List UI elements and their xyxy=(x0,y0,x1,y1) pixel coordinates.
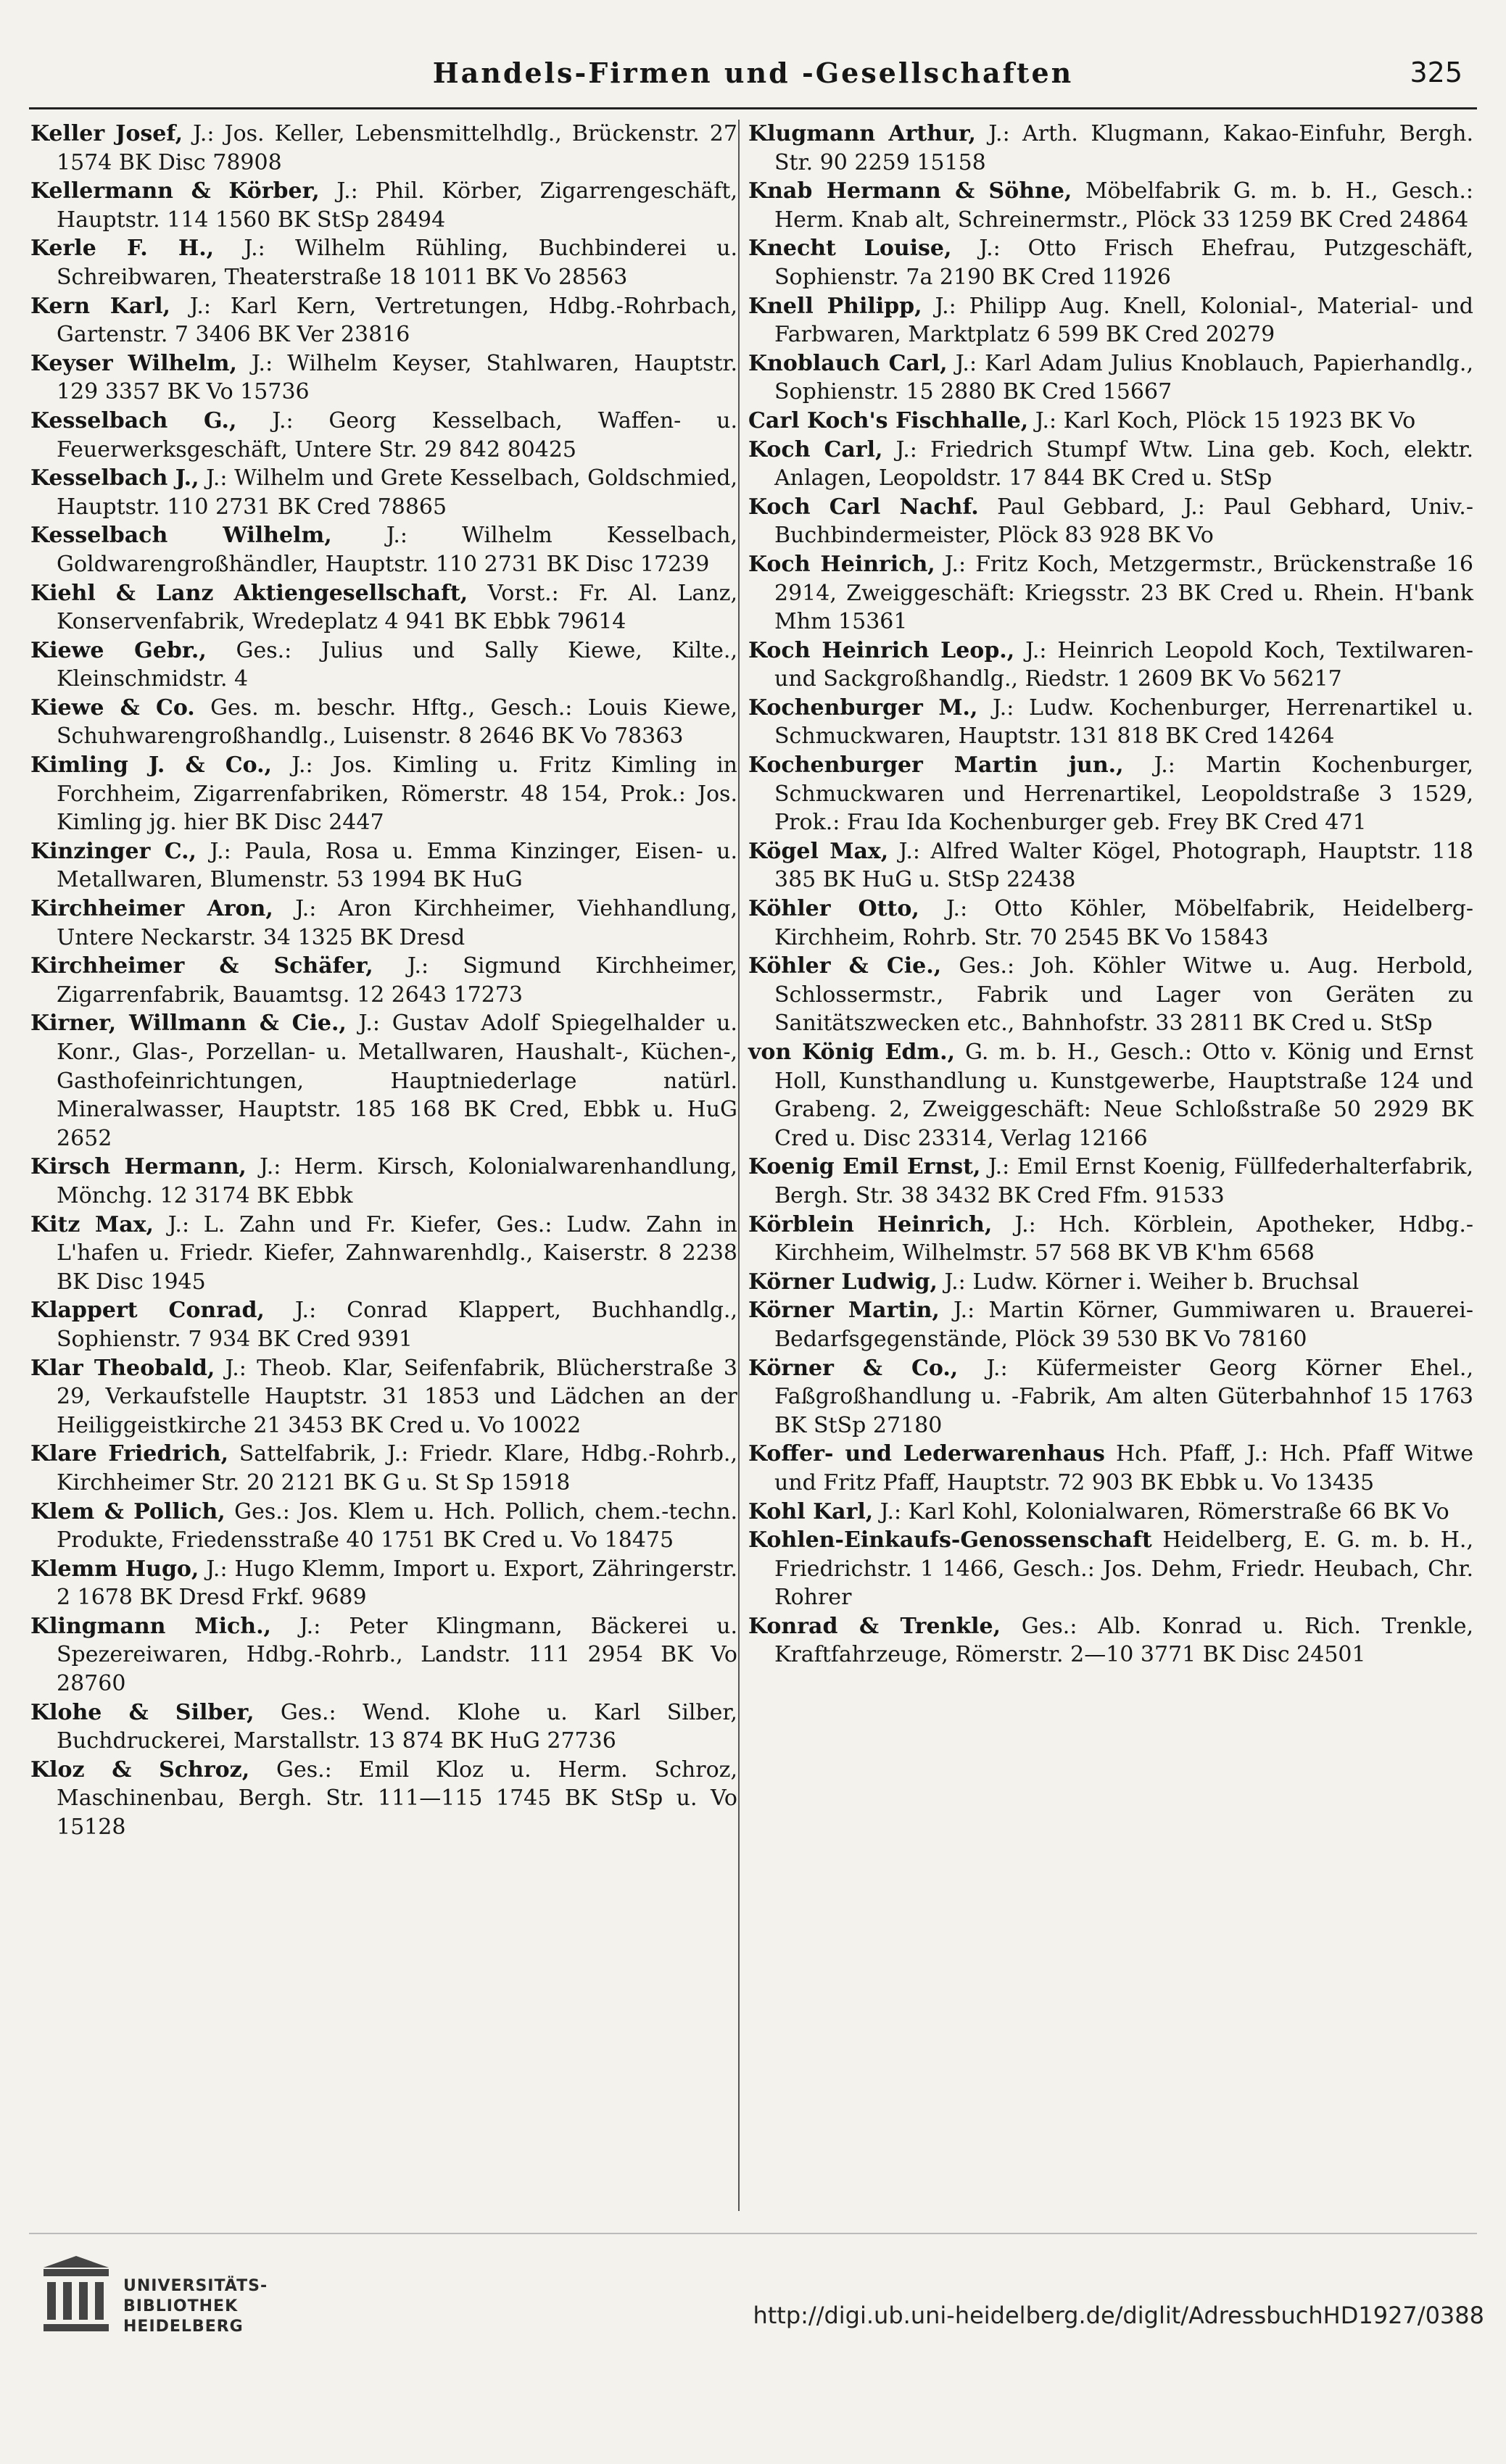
entry-name: Knoblauch Carl, xyxy=(748,350,948,376)
entry-details: Ges.: Alb. Konrad u. Rich. Trenkle, Kraftfahrzeuge, Römerstr. 2—10 3771 BK Disc 24501 xyxy=(774,1613,1473,1668)
entry-details: Ges.: Wend. Klohe u. Karl Silber, Buchdruckerei, Marstallstr. 13 874 BK HuG 27736 xyxy=(57,1699,737,1754)
entry-name: Kirner, Willmann & Cie., xyxy=(30,1011,347,1037)
entry-details: J.: Paula, Rosa u. Emma Kinzinger, Eisen- u. Metallwaren, Blumenstr. 53 1994 BK HuG xyxy=(57,838,738,893)
entry-details: J.: Wilhelm Kesselbach, Goldwarengroßhändler, Hauptstr. 110 2731 BK Disc 17239 xyxy=(57,523,737,577)
entry-name: Kesselbach G., xyxy=(30,407,237,434)
entry-name: Kitz Max, xyxy=(30,1211,154,1237)
entry-details: J.: Otto Köhler, Möbelfabrik, Heidelberg-Kirchheim, Rohrb. Str. 70 2545 BK Vo 15843 xyxy=(774,896,1473,950)
entry-details: J.: Georg Kesselbach, Waffen- u. Feuerwerksgeschäft, Untere Str. 29 842 80425 xyxy=(57,407,737,462)
entry-name: Kiewe Gebr., xyxy=(30,637,207,663)
logo-line: UNIVERSITÄTS- xyxy=(123,2277,268,2295)
entry-details: Hch. Pfaff, J.: Hch. Pfaff Witwe und Fritz Pfaff, Hauptstr. 72 903 BK Ebbk u. Vo 13435 xyxy=(774,1441,1473,1496)
directory-entry xyxy=(748,1354,1473,1440)
directory-entry xyxy=(30,952,737,1009)
directory-entry xyxy=(30,636,737,694)
entry-name: Koffer- und Lederwarenhaus xyxy=(748,1441,1105,1467)
directory-entry xyxy=(30,234,737,291)
logo-line: HEIDELBERG xyxy=(123,2318,244,2336)
entry-name: Klem & Pollich, xyxy=(30,1498,226,1525)
entry-name: Klar Theobald, xyxy=(30,1355,215,1381)
entry-name: Kiewe & Co. xyxy=(30,694,195,721)
directory-entry xyxy=(748,407,1473,436)
directory-entry xyxy=(748,436,1473,493)
entry-name: Kerle F. H., xyxy=(30,236,215,262)
directory-entry xyxy=(748,349,1473,407)
directory-entry xyxy=(748,1526,1473,1612)
directory-entry xyxy=(30,521,737,578)
entry-details: Möbelfabrik G. m. b. H., Gesch.: Herm. Knab alt, Schreinermstr., Plöck 33 1259 BK Cred 24864 xyxy=(774,178,1474,233)
directory-entry xyxy=(748,177,1473,234)
entry-details: J.: Hugo Klemm, Import u. Export, Zähringerstr. 2 1678 BK Dresd Frkf. 9689 xyxy=(57,1556,737,1611)
entry-details: J.: Friedrich Stumpf Wtw. Lina geb. Koch, elektr. Anlagen, Leopoldstr. 17 844 BK Cred u. StSp xyxy=(774,436,1473,491)
entry-name: Kloz & Schroz, xyxy=(30,1756,250,1783)
directory-entry xyxy=(748,1211,1473,1268)
entry-name: von König Edm., xyxy=(748,1040,956,1065)
entry-name: Kinzinger C., xyxy=(30,838,196,864)
entry-details: J.: L. Zahn und Fr. Kiefer, Ges.: Ludw. Zahn in L'hafen u. Friedr. Kiefer, Zahnwarenhdlg., Kaiserstr. 8 2238 BK Disc 1945 xyxy=(57,1211,737,1295)
directory-entry xyxy=(30,1296,737,1353)
entry-name: Klare Friedrich, xyxy=(30,1441,229,1467)
entry-details: J.: Sigmund Kirchheimer, Zigarrenfabrik, Bauamtsg. 12 2643 17273 xyxy=(57,953,737,1008)
directory-entry xyxy=(30,177,737,234)
entry-details: J.: Fritz Koch, Metzgermstr., Brückenstraße 16 2914, Zweiggeschäft: Kriegsstr. 23 BK Cred u. Rhein. H'bank Mhm 15361 xyxy=(774,551,1473,635)
entry-name: Köhler & Cie., xyxy=(748,953,942,979)
directory-entry xyxy=(748,1296,1473,1353)
directory-entry xyxy=(748,1440,1473,1497)
entry-details: J.: Wilhelm Keyser, Stahlwaren, Hauptstr. 129 3357 BK Vo 15736 xyxy=(57,350,737,405)
directory-entry xyxy=(30,120,737,177)
entry-name: Klemm Hugo, xyxy=(30,1556,199,1582)
directory-entry xyxy=(748,292,1473,349)
directory-entry xyxy=(30,1756,737,1842)
entry-name: Keller Josef, xyxy=(30,121,183,146)
entry-name: Koch Carl, xyxy=(748,436,883,462)
directory-entry xyxy=(30,1698,737,1756)
entry-name: Kern Karl, xyxy=(30,293,170,319)
header-rule xyxy=(29,107,1477,109)
entry-details: Ges.: Julius und Sally Kiewe, Kilte., Kleinschmidstr. 4 xyxy=(57,637,737,692)
entry-name: Kellermann & Körber, xyxy=(30,178,320,204)
directory-entry xyxy=(748,550,1473,636)
entry-name: Koch Heinrich, xyxy=(748,551,935,577)
entry-details: Ges.: Joh. Köhler Witwe u. Aug. Herbold, Schlossermstr., Fabrik und Lager von Geräten zu Sanitätszwecken etc., Bahnhofstr. 33 2811 BK Cred u. StSp xyxy=(774,953,1473,1037)
directory-entry xyxy=(30,1354,737,1440)
directory-entry xyxy=(748,493,1473,550)
entry-details: J.: Herm. Kirsch, Kolonialwarenhandlung, Mönchg. 12 3174 BK Ebbk xyxy=(57,1154,737,1208)
footer-rule xyxy=(29,2233,1477,2234)
entry-name: Kohlen-Einkaufs-Genossenschaft xyxy=(748,1527,1152,1554)
entry-name: Kochenburger M., xyxy=(748,694,978,721)
directory-entry xyxy=(30,1009,737,1153)
entry-details: J.: Aron Kirchheimer, Viehhandlung, Untere Neckarstr. 34 1325 BK Dresd xyxy=(57,896,737,950)
entry-details: J.: Wilhelm Rühling, Buchbinderei u. Schreibwaren, Theaterstraße 18 1011 BK Vo 28563 xyxy=(57,236,738,290)
entry-name: Körner Martin, xyxy=(748,1298,940,1324)
directory-entry xyxy=(30,407,737,464)
entry-name: Kirchheimer Aron, xyxy=(30,896,273,922)
entry-details: J.: Peter Klingmann, Bäckerei u. Spezereiwaren, Hdbg.-Rohrb., Landstr. 111 2954 BK Vo 28760 xyxy=(57,1613,737,1697)
entry-name: Körner Ludwig, xyxy=(748,1269,938,1295)
directory-entry xyxy=(30,837,737,895)
directory-entry xyxy=(748,1153,1473,1210)
entry-name: Kesselbach Wilhelm, xyxy=(30,523,332,549)
entry-details: J.: Karl Kern, Vertretungen, Hdbg.-Rohrbach, Gartenstr. 7 3406 BK Ver 23816 xyxy=(57,293,737,348)
directory-entry xyxy=(748,234,1473,291)
entry-name: Carl Koch's Fischhalle, xyxy=(748,407,1029,434)
entry-name: Koch Heinrich Leop., xyxy=(748,637,1015,663)
entry-name: Körner & Co., xyxy=(748,1355,959,1381)
entry-details: J.: Jos. Keller, Lebensmittelhdlg., Brückenstr. 27 1574 BK Disc 78908 xyxy=(57,121,737,175)
directory-entry xyxy=(30,694,737,751)
directory-entry xyxy=(748,1038,1473,1153)
entry-details: Ges.: Jos. Klem u. Hch. Pollich, chem.-techn. Produkte, Friedensstraße 40 1751 BK Cred u. Vo 18475 xyxy=(57,1498,737,1554)
entry-details: J.: Martin Kochenburger, Schmuckwaren und Herrenartikel, Leopoldstraße 3 1529, Prok.: Frau Ida Kochenburger geb. Frey BK Cred 471 xyxy=(774,752,1473,836)
entry-name: Knecht Louise, xyxy=(748,236,952,262)
page-title: Handels-Firmen und -Gesellschaften xyxy=(432,57,1074,89)
entry-details: Paul Gebbard, J.: Paul Gebhard, Univ.-Buchbindermeister, Plöck 83 928 BK Vo xyxy=(774,494,1473,549)
entry-details: J.: Heinrich Leopold Koch, Textilwaren- und Sackgroßhandlg., Riedstr. 1 2609 BK Vo 56217 xyxy=(774,637,1473,692)
entry-details: J.: Martin Körner, Gummiwaren u. Brauerei-Bedarfsgegenstände, Plöck 39 530 BK Vo 78160 xyxy=(774,1298,1473,1352)
directory-entry xyxy=(30,1612,737,1698)
entry-details: Sattelfabrik, J.: Friedr. Klare, Hdbg.-Rohrb., Kirchheimer Str. 20 2121 BK G u. St Sp 15918 xyxy=(57,1441,738,1496)
entry-details: J.: Emil Ernst Koenig, Füllfederhalterfabrik, Bergh. Str. 38 3432 BK Cred Ffm. 91533 xyxy=(774,1154,1473,1208)
entry-details: J.: Karl Kohl, Kolonialwaren, Römerstraße 66 BK Vo xyxy=(880,1498,1449,1525)
entry-name: Kimling J. & Co., xyxy=(30,752,272,779)
entry-name: Kohl Karl, xyxy=(748,1498,874,1525)
entry-details: J.: Otto Frisch Ehefrau, Putzgeschäft, Sophienstr. 7a 2190 BK Cred 11926 xyxy=(774,236,1473,290)
entry-name: Klingmann Mich., xyxy=(30,1613,271,1639)
entry-name: Köhler Otto, xyxy=(748,896,919,922)
entry-name: Kiehl & Lanz Aktiengesellschaft, xyxy=(30,580,468,606)
entry-details: J.: Wilhelm und Grete Kesselbach, Goldschmied, Hauptstr. 110 2731 BK Cred 78865 xyxy=(57,465,737,520)
directory-entry xyxy=(748,1612,1473,1669)
entry-name: Kesselbach J., xyxy=(30,465,199,491)
entry-details: J.: Conrad Klappert, Buchhandlg., Sophienstr. 7 934 BK Cred 9391 xyxy=(57,1298,737,1352)
entry-name: Kögel Max, xyxy=(748,838,889,864)
directory-entry xyxy=(30,1153,737,1210)
source-url-link[interactable]: http://digi.ub.uni-heidelberg.de/diglit/AdressbuchHD1927/0388 xyxy=(753,2302,1484,2329)
directory-entry xyxy=(748,751,1473,837)
entry-details: J.: Ludw. Kochenburger, Herrenartikel u. Schmuckwaren, Hauptstr. 131 818 BK Cred 14264 xyxy=(774,694,1473,750)
directory-entry xyxy=(30,895,737,952)
entry-name: Körblein Heinrich, xyxy=(748,1211,993,1237)
entry-details: J.: Hch. Körblein, Apotheker, Hdbg.-Kirchheim, Wilhelmstr. 57 568 BK VB K'hm 6568 xyxy=(774,1211,1473,1266)
entry-details: J.: Alfred Walter Kögel, Photograph, Hauptstr. 118 385 BK HuG u. StSp 22438 xyxy=(774,838,1473,893)
entry-name: Koch Carl Nachf. xyxy=(748,494,979,520)
entry-details: G. m. b. H., Gesch.: Otto v. König und Ernst Holl, Kunsthandlung u. Kunstgewerbe, Hauptstraße 124 und Grabeng. 2, Zweiggeschäft: Neue Schloßstraße 50 2929 BK Cred u. Disc 23314, Verlag 12166 xyxy=(774,1040,1473,1151)
right-column xyxy=(748,120,1473,1669)
library-logo-text xyxy=(123,2276,268,2337)
logo-line: BIBLIOTHEK xyxy=(123,2297,239,2315)
directory-entry xyxy=(30,579,737,636)
directory-entry xyxy=(30,751,737,837)
entry-name: Klohe & Silber, xyxy=(30,1699,255,1725)
directory-entry xyxy=(30,1498,737,1555)
entry-details: Ges.: Emil Kloz u. Herm. Schroz, Maschinenbau, Bergh. Str. 111—115 1745 BK StSp u. Vo 15128 xyxy=(57,1756,737,1841)
directory-entry xyxy=(748,120,1473,177)
entry-details: J.: Gustav Adolf Spiegelhalder u. Konr., Glas-, Porzellan- u. Metallwaren, Haushalt-, Küchen-, Gasthofeinrichtungen, Hauptniederlage natürl. Mineralwasser, Hauptstr. 185 168 BK Cred, Ebbk u. HuG 2652 xyxy=(57,1011,737,1151)
entry-name: Kochenburger Martin jun., xyxy=(748,752,1124,779)
entry-name: Kirsch Hermann, xyxy=(30,1154,247,1180)
directory-entry xyxy=(30,1555,737,1612)
entry-details: Ges. m. beschr. Hftg., Gesch.: Louis Kiewe, Schuhwarengroßhandlg., Luisenstr. 8 2646 BK Vo 78363 xyxy=(57,694,737,750)
directory-entry xyxy=(748,895,1473,952)
entry-details: J.: Arth. Klugmann, Kakao-Einfuhr, Bergh. Str. 90 2259 15158 xyxy=(774,121,1473,175)
directory-entry xyxy=(748,1498,1473,1527)
entry-name: Koenig Emil Ernst, xyxy=(748,1154,981,1180)
entry-name: Konrad & Trenkle, xyxy=(748,1613,1001,1639)
directory-entry xyxy=(30,292,737,349)
directory-entry xyxy=(30,464,737,521)
entry-details: J.: Küfermeister Georg Körner Ehel., Faßgroßhandlung u. -Fabrik, Am alten Güterbahnhof 15 1763 BK StSp 27180 xyxy=(774,1355,1474,1438)
left-column xyxy=(30,120,737,1842)
entry-details: J.: Phil. Körber, Zigarrengeschäft, Hauptstr. 114 1560 BK StSp 28494 xyxy=(57,178,738,233)
entry-details: Heidelberg, E. G. m. b. H., Friedrichstr. 1 1466, Gesch.: Jos. Dehm, Friedr. Heubach, Chr. Rohrer xyxy=(774,1527,1473,1611)
entry-name: Klugmann Arthur, xyxy=(748,121,976,146)
directory-entry xyxy=(748,952,1473,1038)
directory-entry xyxy=(748,636,1473,694)
entry-details: J.: Karl Adam Julius Knoblauch, Papierhandlg., Sophienstr. 15 2880 BK Cred 15667 xyxy=(774,350,1473,405)
entry-details: J.: Karl Koch, Plöck 15 1923 BK Vo xyxy=(1035,407,1416,434)
entry-name: Knab Hermann & Söhne, xyxy=(748,178,1072,204)
entry-details: J.: Philipp Aug. Knell, Kolonial-, Material- und Farbwaren, Marktplatz 6 599 BK Cred 20279 xyxy=(774,293,1473,348)
entry-details: J.: Jos. Kimling u. Fritz Kimling in Forchheim, Zigarrenfabriken, Römerstr. 48 154, Prok.: Jos. Kimling jg. hier BK Disc 2447 xyxy=(57,752,737,836)
page-header xyxy=(29,57,1477,100)
directory-entry xyxy=(748,1268,1473,1297)
entry-name: Klappert Conrad, xyxy=(30,1298,265,1324)
directory-entry xyxy=(748,694,1473,751)
directory-entry xyxy=(30,1211,737,1297)
directory-entry xyxy=(30,349,737,407)
directory-entry xyxy=(30,1440,737,1497)
entry-details: J.: Ludw. Körner i. Weiher b. Bruchsal xyxy=(944,1269,1360,1295)
column-divider xyxy=(738,120,740,2211)
page-number: 325 xyxy=(1410,57,1462,88)
entry-details: Vorst.: Fr. Al. Lanz, Konservenfabrik, Wredeplatz 4 941 BK Ebbk 79614 xyxy=(57,580,737,635)
directory-entry xyxy=(748,837,1473,895)
entry-name: Kirchheimer & Schäfer, xyxy=(30,953,373,979)
entry-name: Knell Philipp, xyxy=(748,293,922,319)
entry-details: J.: Theob. Klar, Seifenfabrik, Blücherstraße 3 29, Verkaufstelle Hauptstr. 31 1853 und Lädchen an der Heiliggeistkirche 21 3453 BK Cred u. Vo 10022 xyxy=(57,1355,738,1438)
entry-name: Keyser Wilhelm, xyxy=(30,350,237,376)
